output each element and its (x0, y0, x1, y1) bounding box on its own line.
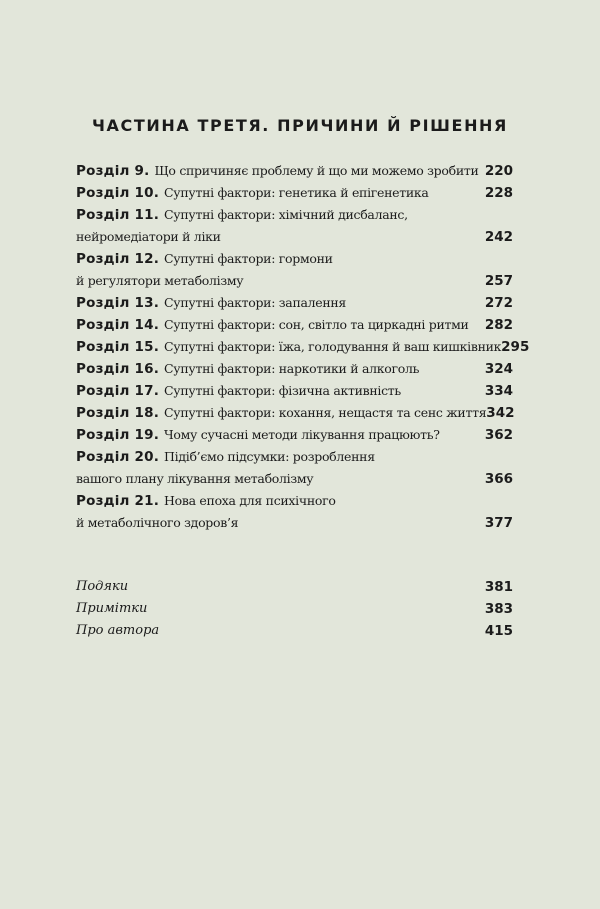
page-number: 415 (484, 623, 513, 639)
chapter-title: Нова епоха для психічного (164, 493, 336, 508)
chapter-title: нейромедіатори й ліки (76, 229, 221, 244)
toc-entry-text (76, 512, 238, 534)
page-number: 381 (484, 579, 513, 595)
back-matter-title: Подяки (76, 579, 129, 594)
back-matter-entry (76, 598, 513, 620)
toc-entry (76, 292, 513, 314)
toc-entry-text (76, 336, 501, 358)
toc-entry (76, 204, 513, 248)
chapter-title: Супутні фактори: запалення (164, 295, 347, 310)
toc-entry-text (76, 182, 429, 204)
toc-entry (76, 424, 513, 446)
page-number: 383 (484, 601, 513, 617)
chapter-title: Підіб’ємо підсумки: розроблення (164, 449, 375, 464)
toc-line (76, 490, 513, 512)
toc-entry-text (76, 424, 440, 446)
chapter-title: Супутні фактори: сон, світло та циркадні ритми (164, 317, 469, 332)
chapter-title: Супутні фактори: кохання, нещастя та сенс життя (164, 405, 487, 420)
toc-line (76, 160, 513, 182)
page-number: 342 (486, 405, 515, 421)
chapter-title: й регулятори метаболізму (76, 273, 244, 288)
chapter-label: Розділ 16. (76, 361, 160, 377)
toc-entry (76, 314, 513, 336)
chapter-label: Розділ 15. (76, 339, 160, 355)
toc-line (76, 270, 513, 292)
page-number: 242 (484, 229, 513, 245)
toc-entry (76, 402, 513, 424)
toc-entry-text (76, 314, 469, 336)
toc-line (76, 292, 513, 314)
toc-entry-text (76, 446, 375, 468)
toc-entry (76, 380, 513, 402)
toc-entry-text (76, 248, 333, 270)
part-title: ЧАСТИНА ТРЕТЯ. ПРИЧИНИ Й РІШЕННЯ (92, 116, 508, 135)
toc-line (76, 204, 513, 226)
chapter-label: Розділ 21. (76, 493, 160, 509)
toc-line (76, 358, 513, 380)
page-number: 366 (484, 471, 513, 487)
chapter-title: Супутні фактори: хімічний дисбаланс, (164, 207, 408, 222)
chapter-title: й метаболічного здоров’я (76, 515, 239, 530)
back-matter-entry (76, 576, 513, 598)
page-number: 295 (501, 339, 530, 355)
toc-entry-text (76, 358, 419, 380)
chapter-label: Розділ 19. (76, 427, 160, 443)
table-of-contents (76, 160, 530, 534)
toc-entry-text (76, 380, 401, 402)
toc-entry (76, 358, 513, 380)
toc-line (76, 446, 513, 468)
chapter-title: Супутні фактори: гормони (164, 251, 333, 266)
toc-line (76, 512, 513, 534)
toc-line (76, 336, 530, 358)
chapter-title: Супутні фактори: фізична активність (164, 383, 401, 398)
page-number: 282 (484, 317, 513, 333)
chapter-label: Розділ 14. (76, 317, 160, 333)
toc-line (76, 424, 513, 446)
page-number: 272 (484, 295, 513, 311)
toc-entry-text (76, 226, 221, 248)
toc-entry-text (76, 402, 486, 424)
page-number: 257 (484, 273, 513, 289)
toc-entry-text (76, 468, 313, 490)
chapter-label: Розділ 13. (76, 295, 160, 311)
toc-line (76, 402, 513, 424)
page-number: 324 (484, 361, 513, 377)
toc-entry-text (76, 292, 346, 314)
back-matter-title: Примітки (76, 601, 148, 616)
chapter-title: вашого плану лікування метаболізму (76, 471, 314, 486)
toc-line (76, 314, 513, 336)
page-number: 228 (484, 185, 513, 201)
toc-entry-text (76, 270, 243, 292)
back-matter-entry (76, 620, 513, 642)
toc-entry (76, 336, 530, 358)
toc-entry (76, 182, 513, 204)
chapter-title: Супутні фактори: генетика й епігенетика (164, 185, 429, 200)
page-number: 220 (484, 163, 513, 179)
toc-entry (76, 248, 513, 292)
toc-entry-text (76, 490, 336, 512)
toc-entry-text (76, 204, 408, 226)
toc-line (76, 226, 513, 248)
toc-line (76, 468, 513, 490)
toc-entry-text (76, 160, 479, 182)
chapter-label: Розділ 11. (76, 207, 160, 223)
back-matter-title: Про автора (76, 623, 160, 638)
chapter-label: Розділ 18. (76, 405, 160, 421)
toc-line (76, 248, 513, 270)
chapter-label: Розділ 10. (76, 185, 160, 201)
toc-line (76, 380, 513, 402)
chapter-label: Розділ 17. (76, 383, 160, 399)
toc-line (76, 182, 513, 204)
chapter-title: Що спричиняє проблему й що ми можемо зробити (154, 163, 479, 178)
chapter-label: Розділ 12. (76, 251, 160, 267)
toc-entry (76, 490, 513, 534)
page-number: 334 (484, 383, 513, 399)
toc-entry (76, 160, 513, 182)
chapter-title: Супутні фактори: їжа, голодування й ваш кишківник (164, 339, 502, 354)
page-number: 362 (484, 427, 513, 443)
chapter-label: Розділ 9. (76, 163, 150, 179)
toc-entry (76, 446, 513, 490)
page-number: 377 (484, 515, 513, 531)
chapter-title: Супутні фактори: наркотики й алкоголь (164, 361, 420, 376)
chapter-title: Чому сучасні методи лікування працюють? (164, 427, 440, 442)
back-matter-list (76, 576, 513, 642)
chapter-label: Розділ 20. (76, 449, 160, 465)
